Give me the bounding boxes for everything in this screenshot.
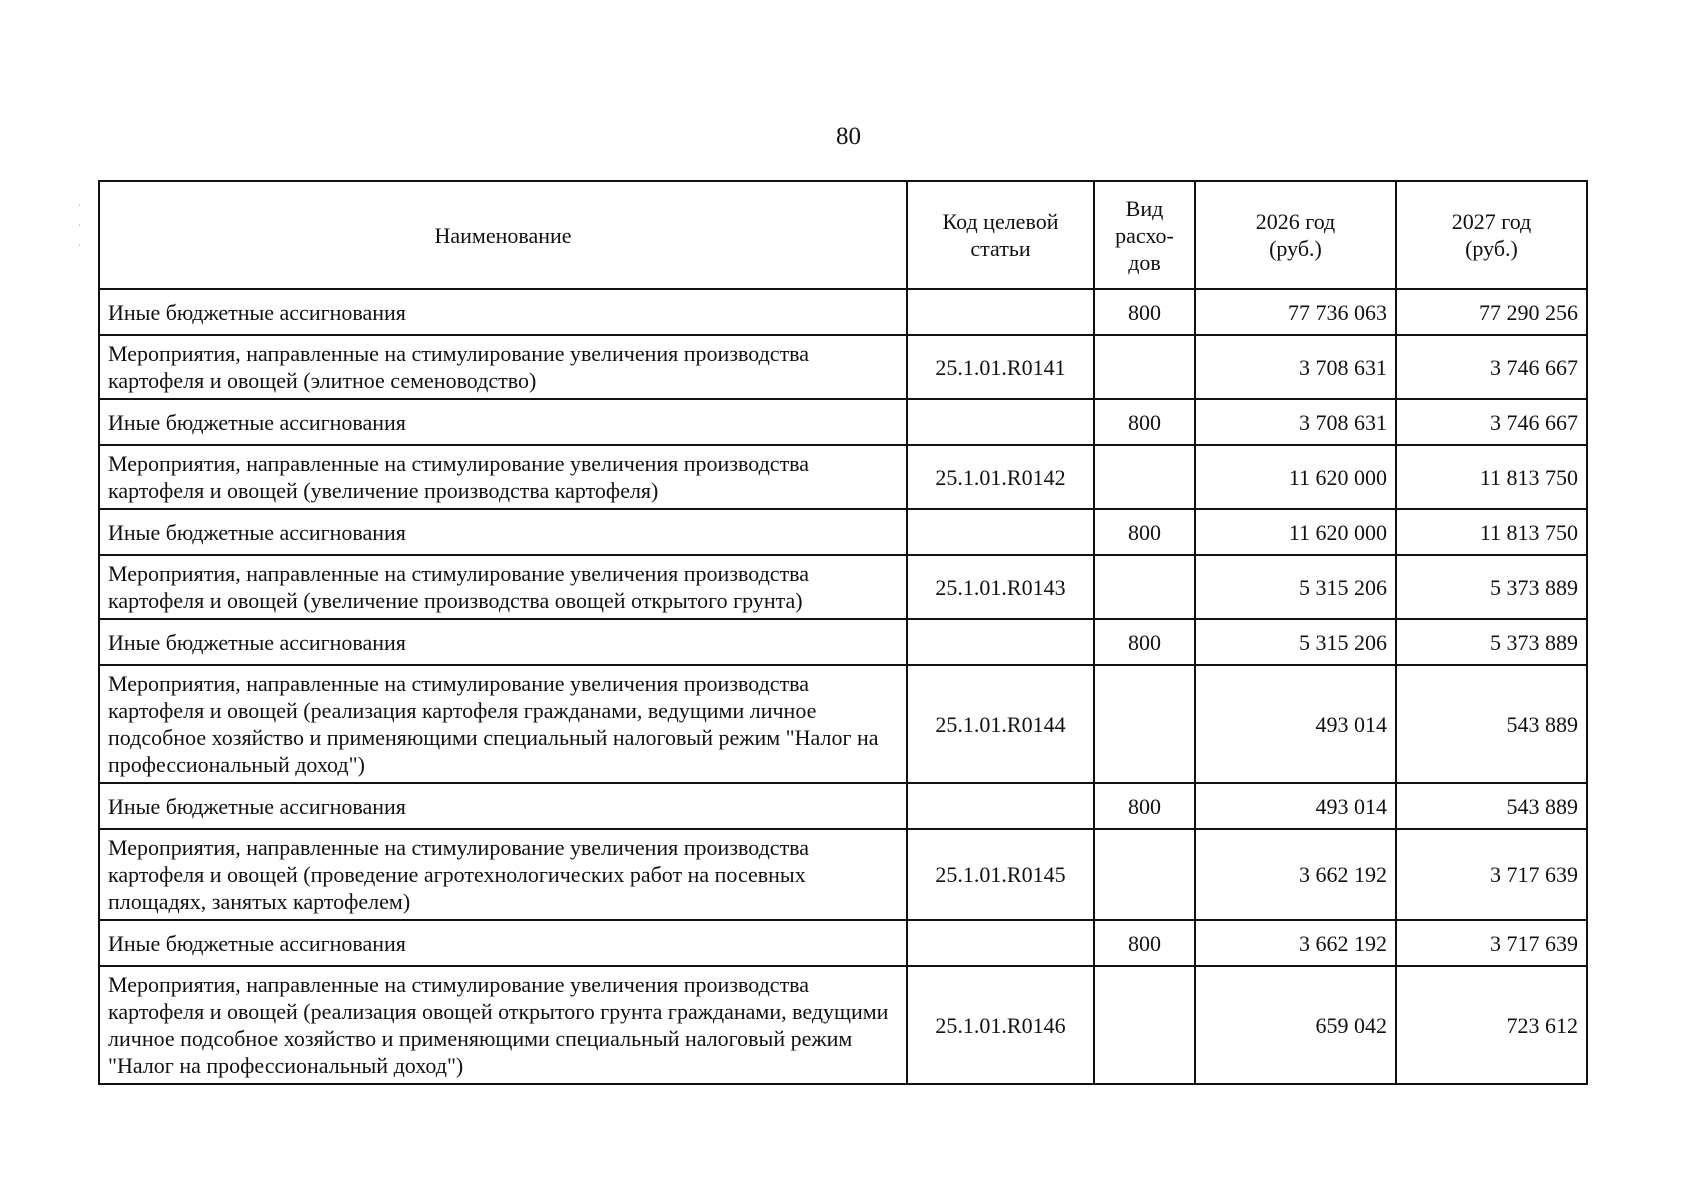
row-code	[907, 509, 1094, 555]
row-vid: 800	[1094, 920, 1195, 966]
row-code: 25.1.01.R0146	[907, 966, 1094, 1084]
row-2027: 543 889	[1396, 783, 1587, 829]
row-vid: 800	[1094, 289, 1195, 335]
row-code	[907, 920, 1094, 966]
row-2026: 659 042	[1195, 966, 1396, 1084]
row-2026: 3 662 192	[1195, 920, 1396, 966]
table-row	[99, 966, 1587, 1084]
row-name: Иные бюджетные ассигнования	[99, 783, 907, 829]
row-name: Иные бюджетные ассигнования	[99, 399, 907, 445]
row-2026: 77 736 063	[1195, 289, 1396, 335]
row-vid	[1094, 445, 1195, 509]
row-code: 25.1.01.R0143	[907, 555, 1094, 619]
row-2026: 3 662 192	[1195, 829, 1396, 920]
row-code: 25.1.01.R0144	[907, 665, 1094, 783]
row-name: Мероприятия, направленные на стимулирование увеличения производства картофеля и овощей (реализация овощей открытого грунта гражданами, ведущими личное подсобное хозяйство и применяющими специальный налоговый режим "Налог на профессиональный доход")	[99, 966, 907, 1084]
table-row	[99, 920, 1587, 966]
row-name: Мероприятия, направленные на стимулирование увеличения производства картофеля и овощей (реализация картофеля гражданами, ведущими личное подсобное хозяйство и применяющими специальный налоговый режим "Налог на профессиональный доход")	[99, 665, 907, 783]
row-name: Мероприятия, направленные на стимулирование увеличения производства картофеля и овощей (увеличение производства овощей открытого грунта)	[99, 555, 907, 619]
row-name: Мероприятия, направленные на стимулирование увеличения производства картофеля и овощей (проведение агротехнологических работ на посевных площадях, занятых картофелем)	[99, 829, 907, 920]
row-2027: 11 813 750	[1396, 509, 1587, 555]
row-vid	[1094, 665, 1195, 783]
row-code	[907, 399, 1094, 445]
row-vid	[1094, 829, 1195, 920]
row-2027: 3 746 667	[1396, 335, 1587, 399]
row-2027: 3 746 667	[1396, 399, 1587, 445]
row-code	[907, 619, 1094, 665]
row-2026: 493 014	[1195, 665, 1396, 783]
row-code: 25.1.01.R0142	[907, 445, 1094, 509]
row-2026: 3 708 631	[1195, 335, 1396, 399]
row-2026: 11 620 000	[1195, 445, 1396, 509]
row-2027: 11 813 750	[1396, 445, 1587, 509]
row-vid: 800	[1094, 399, 1195, 445]
row-vid: 800	[1094, 509, 1195, 555]
row-2027: 3 717 639	[1396, 920, 1587, 966]
margin-marks: · · ·	[78, 201, 81, 250]
table-row	[99, 289, 1587, 335]
table-row	[99, 509, 1587, 555]
row-code: 25.1.01.R0141	[907, 335, 1094, 399]
row-vid: 800	[1094, 619, 1195, 665]
row-vid	[1094, 966, 1195, 1084]
row-2026: 5 315 206	[1195, 555, 1396, 619]
row-2027: 5 373 889	[1396, 555, 1587, 619]
row-2027: 543 889	[1396, 665, 1587, 783]
table-row	[99, 335, 1587, 399]
header-name: Наименование	[99, 181, 907, 289]
row-name: Мероприятия, направленные на стимулирование увеличения производства картофеля и овощей (элитное семеноводство)	[99, 335, 907, 399]
row-name: Иные бюджетные ассигнования	[99, 920, 907, 966]
table-row	[99, 555, 1587, 619]
row-2026: 11 620 000	[1195, 509, 1396, 555]
header-2027: 2027 год (руб.)	[1396, 181, 1587, 289]
row-code	[907, 289, 1094, 335]
row-name: Иные бюджетные ассигнования	[99, 289, 907, 335]
table-row	[99, 783, 1587, 829]
row-name: Мероприятия, направленные на стимулирование увеличения производства картофеля и овощей (увеличение производства картофеля)	[99, 445, 907, 509]
header-vid: Вид расхо- дов	[1094, 181, 1195, 289]
row-code: 25.1.01.R0145	[907, 829, 1094, 920]
table-row	[99, 399, 1587, 445]
row-2027: 3 717 639	[1396, 829, 1587, 920]
row-2027: 77 290 256	[1396, 289, 1587, 335]
header-code: Код целевой статьи	[907, 181, 1094, 289]
row-2026: 3 708 631	[1195, 399, 1396, 445]
row-2027: 5 373 889	[1396, 619, 1587, 665]
table-row	[99, 665, 1587, 783]
table-row	[99, 619, 1587, 665]
table-row	[99, 829, 1587, 920]
row-vid	[1094, 555, 1195, 619]
row-2027: 723 612	[1396, 966, 1587, 1084]
page-number: 80	[836, 123, 861, 150]
header-2026: 2026 год (руб.)	[1195, 181, 1396, 289]
row-2026: 493 014	[1195, 783, 1396, 829]
table-header-row	[99, 181, 1587, 289]
row-2026: 5 315 206	[1195, 619, 1396, 665]
table-row	[99, 445, 1587, 509]
row-vid: 800	[1094, 783, 1195, 829]
row-vid	[1094, 335, 1195, 399]
row-name: Иные бюджетные ассигнования	[99, 509, 907, 555]
row-name: Иные бюджетные ассигнования	[99, 619, 907, 665]
budget-table	[98, 180, 1588, 1085]
row-code	[907, 783, 1094, 829]
